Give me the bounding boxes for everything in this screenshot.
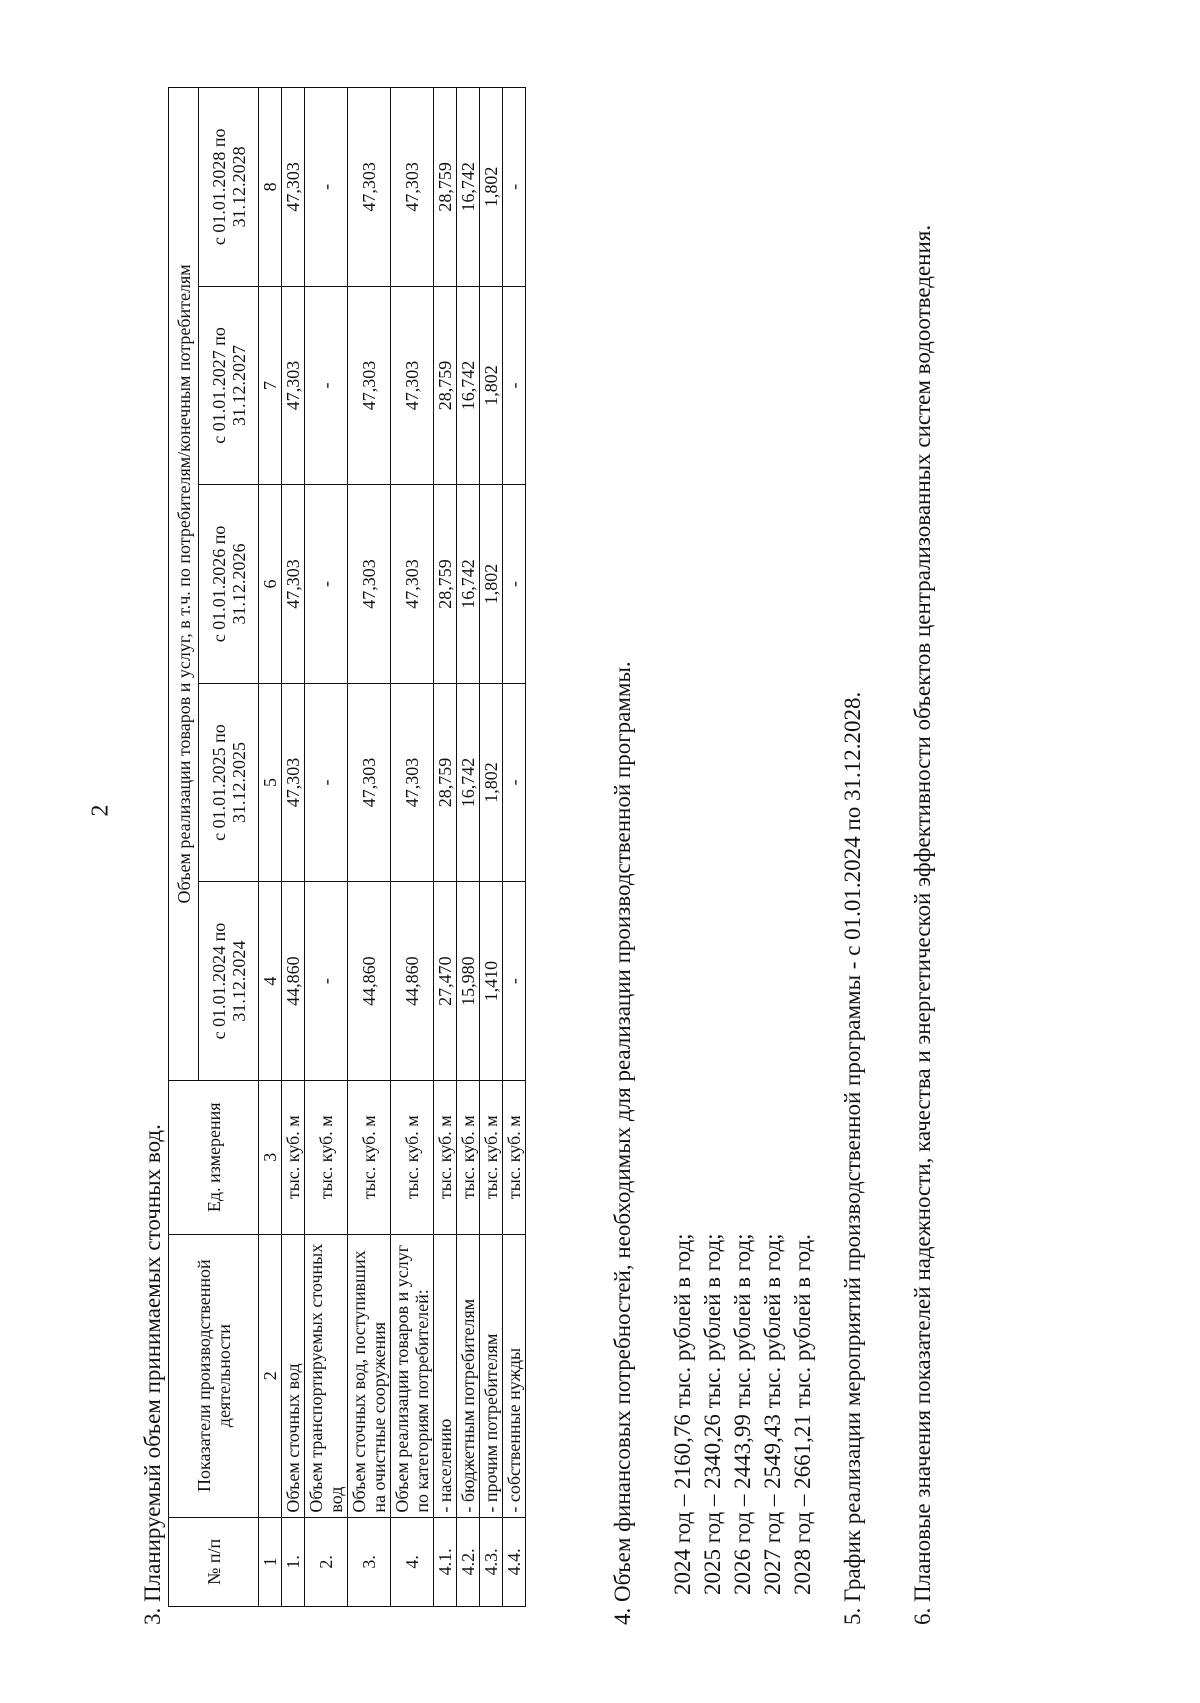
row-unit: тыс. куб. м: [434, 1080, 457, 1234]
row-value: 1,802: [480, 485, 503, 684]
row-number: 4.: [391, 1517, 434, 1606]
row-value: 16,742: [457, 286, 480, 485]
row-value: 1,802: [480, 683, 503, 882]
column-number: 1: [259, 1517, 282, 1606]
header-period: с 01.01.2024 по 31.12.2024: [199, 882, 259, 1081]
row-value: 47,303: [282, 485, 305, 684]
row-number: 1.: [282, 1517, 305, 1606]
row-unit: тыс. куб. м: [348, 1080, 391, 1234]
row-value: 47,303: [282, 88, 305, 287]
row-indicator: Объем транспортируемых сточных вод: [305, 1234, 348, 1517]
header-unit: Ед. измерения: [169, 1080, 259, 1234]
column-number: 4: [259, 882, 282, 1081]
header-period: с 01.01.2025 по 31.12.2025: [199, 683, 259, 882]
row-value: -: [305, 683, 348, 882]
row-value: 47,303: [391, 88, 434, 287]
row-value: -: [503, 88, 526, 287]
row-value: -: [503, 286, 526, 485]
table-body: [282, 88, 526, 1607]
row-value: 47,303: [391, 286, 434, 485]
rotated-content: [140, 65, 1000, 1625]
row-value: -: [503, 683, 526, 882]
row-value: 47,303: [348, 88, 391, 287]
table-row: [282, 88, 305, 1607]
header-indicator: Показатели производственной деятельности: [169, 1234, 259, 1517]
header-period: с 01.01.2027 по 31.12.2027: [199, 286, 259, 485]
page-number: 2: [87, 804, 114, 817]
row-unit: тыс. куб. м: [503, 1080, 526, 1234]
row-value: 1,410: [480, 882, 503, 1081]
row-unit: тыс. куб. м: [282, 1080, 305, 1234]
row-value: 47,303: [391, 485, 434, 684]
row-value: 47,303: [282, 683, 305, 882]
table-row: [503, 88, 526, 1607]
column-number: 7: [259, 286, 282, 485]
row-indicator: Объем реализации товаров и услуг по категориям потребителей:: [391, 1234, 434, 1517]
row-value: 47,303: [348, 485, 391, 684]
row-value: 44,860: [282, 882, 305, 1081]
column-number: 6: [259, 485, 282, 684]
row-number: 2.: [305, 1517, 348, 1606]
section-4-heading: 4. Объем финансовых потребностей, необходимых для реализации производственной программы.: [610, 661, 635, 1625]
row-unit: тыс. куб. м: [305, 1080, 348, 1234]
header-no: № п/п: [169, 1517, 259, 1606]
row-value: 28,759: [434, 683, 457, 882]
table-row: [434, 88, 457, 1607]
row-value: 27,470: [434, 882, 457, 1081]
row-value: 16,742: [457, 683, 480, 882]
table-row: [480, 88, 503, 1607]
row-number: 4.1.: [434, 1517, 457, 1606]
row-number: 3.: [348, 1517, 391, 1606]
row-indicator: - собственные нужды: [503, 1234, 526, 1517]
table-row: [457, 88, 480, 1607]
row-value: -: [503, 485, 526, 684]
row-number: 4.3.: [480, 1517, 503, 1606]
row-value: 47,303: [348, 683, 391, 882]
column-number: 3: [259, 1080, 282, 1234]
row-value: -: [305, 286, 348, 485]
row-value: 44,860: [348, 882, 391, 1081]
table-row: [391, 88, 434, 1607]
finance-list: [668, 1233, 818, 1595]
row-value: 47,303: [282, 286, 305, 485]
row-value: 44,860: [391, 882, 434, 1081]
row-unit: тыс. куб. м: [391, 1080, 434, 1234]
wastewater-volume-table: [168, 87, 526, 1607]
section-3-heading: 3. Планируемый объем принимаемых сточных вод.: [140, 1124, 165, 1625]
finance-item: 2027 год – 2549,43 тыс. рублей в год;: [760, 1233, 785, 1595]
table-row: [305, 88, 348, 1607]
row-indicator: - бюджетным потребителям: [457, 1234, 480, 1517]
table-row: [348, 88, 391, 1607]
column-number: 5: [259, 683, 282, 882]
header-period: с 01.01.2026 по 31.12.2026: [199, 485, 259, 684]
row-unit: тыс. куб. м: [457, 1080, 480, 1234]
row-value: 47,303: [391, 683, 434, 882]
row-indicator: - прочим потребителям: [480, 1234, 503, 1517]
row-value: -: [305, 882, 348, 1081]
row-value: 16,742: [457, 88, 480, 287]
row-value: 16,742: [457, 485, 480, 684]
row-value: 1,802: [480, 286, 503, 485]
row-value: 47,303: [348, 286, 391, 485]
header-period: с 01.01.2028 по 31.12.2028: [199, 88, 259, 287]
row-value: 28,759: [434, 88, 457, 287]
finance-item: 2024 год – 2160,76 тыс. рублей в год;: [670, 1233, 695, 1595]
row-value: -: [503, 882, 526, 1081]
finance-item: 2025 год – 2340,26 тыс. рублей в год;: [700, 1233, 725, 1595]
finance-item: 2028 год – 2661,21 тыс. рублей в год.: [790, 1234, 815, 1595]
section-6-text: 6. Плановые значения показателей надежности, качества и энергетической эффективности объектов централизованных систем водоотведения.: [910, 224, 935, 1625]
row-indicator: Объем сточных вод: [282, 1234, 305, 1517]
row-value: -: [305, 88, 348, 287]
row-value: 1,802: [480, 88, 503, 287]
row-value: 28,759: [434, 485, 457, 684]
row-value: 28,759: [434, 286, 457, 485]
row-indicator: - населению: [434, 1234, 457, 1517]
row-value: 15,980: [457, 882, 480, 1081]
row-number: 4.2.: [457, 1517, 480, 1606]
column-number: 8: [259, 88, 282, 287]
row-indicator: Объем сточных вод, поступивших на очистные сооружения: [348, 1234, 391, 1517]
section-5-text: 5. График реализации мероприятий производственной программы - с 01.01.2024 по 31.12.2028.: [840, 691, 865, 1625]
row-unit: тыс. куб. м: [480, 1080, 503, 1234]
column-number: 2: [259, 1234, 282, 1517]
header-group: Объем реализации товаров и услуг, в т.ч. по потребителям/конечным потребителям: [169, 88, 199, 1081]
row-value: -: [305, 485, 348, 684]
finance-item: 2026 год – 2443,99 тыс. рублей в год;: [730, 1233, 755, 1595]
row-number: 4.4.: [503, 1517, 526, 1606]
